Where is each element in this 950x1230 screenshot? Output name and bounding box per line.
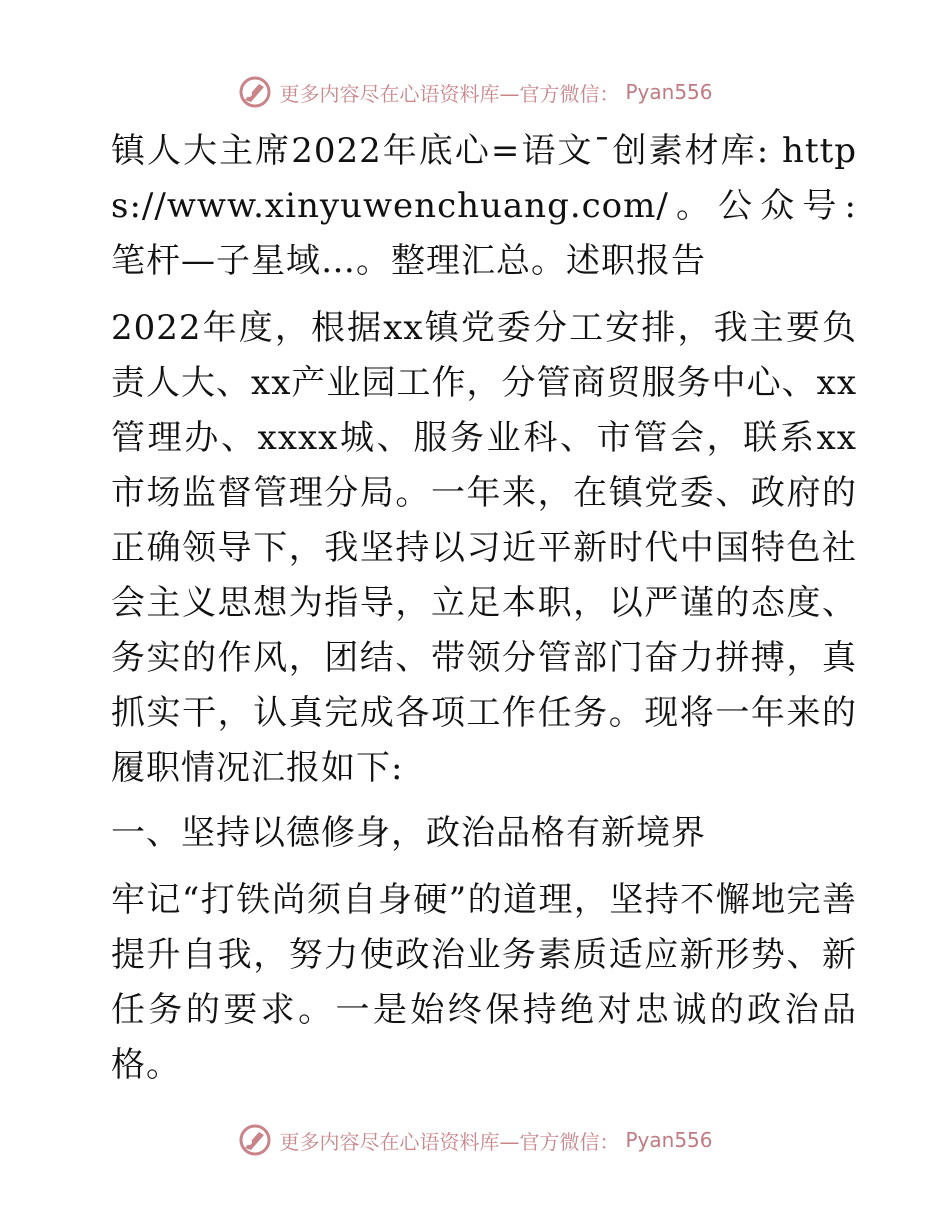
logo-icon xyxy=(237,74,273,110)
watermark-footer xyxy=(0,1120,950,1160)
watermark-wechat-id: Pyan556 xyxy=(625,1128,713,1152)
watermark-header xyxy=(0,72,950,112)
paragraph-body: 牢记“打铁尚须自身硬”的道理，坚持不懈地完善提升自我，努力使政治业务素质适应新形势、新任务的要求。一是始终保持绝对忠诚的政治品格。 xyxy=(111,880,857,1085)
logo-icon xyxy=(237,1122,273,1158)
document-title: 镇人大主席2022年底心=语文¯创素材库: https://www.xinyuwenchuang.com/。公众号: 笔杆—子星域…。整理汇总。述职报告 xyxy=(111,131,857,281)
watermark-text: 更多内容尽在心语资料库—官方微信： xyxy=(279,1129,620,1154)
section-heading: 一、坚持以德修身，政治品格有新境界 xyxy=(111,813,706,853)
watermark-text: 更多内容尽在心语资料库—官方微信： xyxy=(279,81,620,106)
watermark-wechat-id: Pyan556 xyxy=(625,80,713,104)
paragraph-intro: 2022年度，根据xx镇党委分工安排，我主要负责人大、xx产业园工作，分管商贸服务中心、xx管理办、xxxx城、服务业科、市管会，联系xx市场监督管理分局。一年来，在镇党委、政府的正确领导下，我坚持以习近平新时代中国特色社会主义思想为指导，立足本职，以严谨的态度、务实的作风，团结、带领分管部门奋力拼搏，真抓实干，认真完成各项工作任务。现将一年来的履职情况汇报如下: xyxy=(111,308,857,788)
document-body xyxy=(97,124,857,1093)
